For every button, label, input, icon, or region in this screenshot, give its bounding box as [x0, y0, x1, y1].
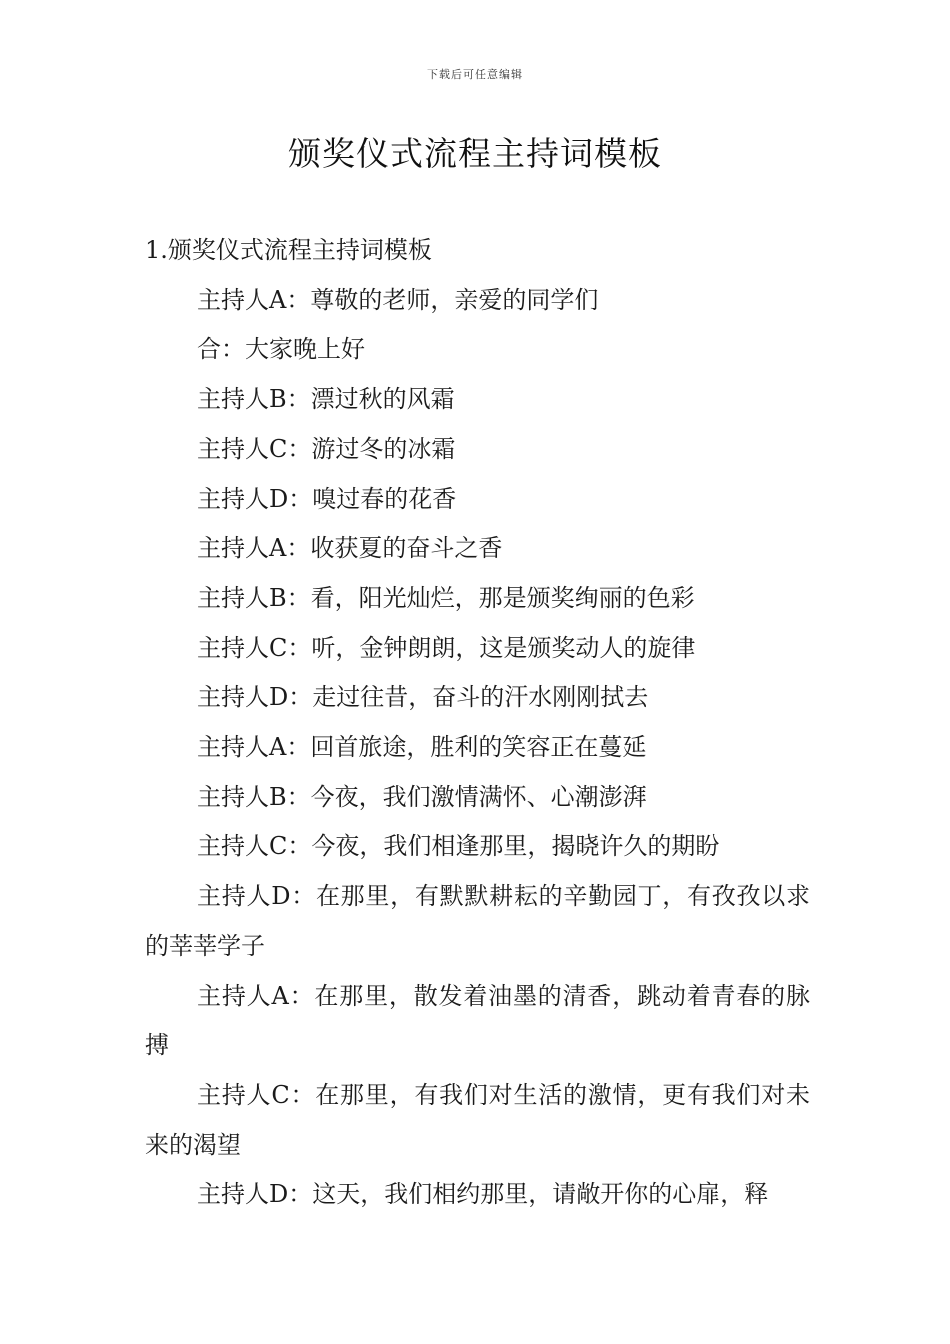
- document-body: [145, 226, 810, 1220]
- dialogue-line: 主持人D：这天，我们相约那里，请敞开你的心扉，释: [197, 1180, 769, 1209]
- dialogue-line: 主持人D：嗅过春的花香: [197, 484, 457, 513]
- dialogue-line: 主持人C：游过冬的冰霜: [197, 434, 456, 463]
- dialogue-line: 主持人A：收获夏的奋斗之香: [197, 534, 503, 563]
- dialogue-line: 主持人C：在那里，有我们对生活的激情，更有我们对未来的渴望: [145, 1080, 810, 1159]
- dialogue-line: 主持人D：走过往昔，奋斗的汗水刚刚拭去: [197, 683, 649, 712]
- document-title: 颁奖仪式流程主持词模板: [288, 134, 662, 173]
- dialogue-line: 合：大家晚上好: [197, 335, 365, 364]
- header-note: 下载后可任意编辑: [427, 68, 523, 81]
- dialogue-line: 主持人C：今夜，我们相逢那里，揭晓许久的期盼: [197, 832, 720, 861]
- dialogue-line: 主持人D：在那里，有默默耕耘的辛勤园丁，有孜孜以求的莘莘学子: [145, 882, 810, 960]
- dialogue-line: 主持人A：回首旅途，胜利的笑容正在蔓延: [197, 733, 647, 762]
- dialogue-list: [145, 276, 810, 1220]
- section-heading: 1.颁奖仪式流程主持词模板: [145, 236, 432, 264]
- dialogue-line: 主持人B：漂过秋的风霜: [197, 385, 455, 414]
- dialogue-line: 主持人B：今夜，我们激情满怀、心潮澎湃: [197, 782, 647, 811]
- dialogue-line: 主持人A：尊敬的老师，亲爱的同学们: [197, 285, 599, 314]
- dialogue-line: 主持人C：听，金钟朗朗，这是颁奖动人的旋律: [197, 633, 696, 662]
- dialogue-line: 主持人B：看，阳光灿烂，那是颁奖绚丽的色彩: [197, 583, 695, 612]
- dialogue-line: 主持人A：在那里，散发着油墨的清香，跳动着青春的脉搏: [145, 981, 810, 1060]
